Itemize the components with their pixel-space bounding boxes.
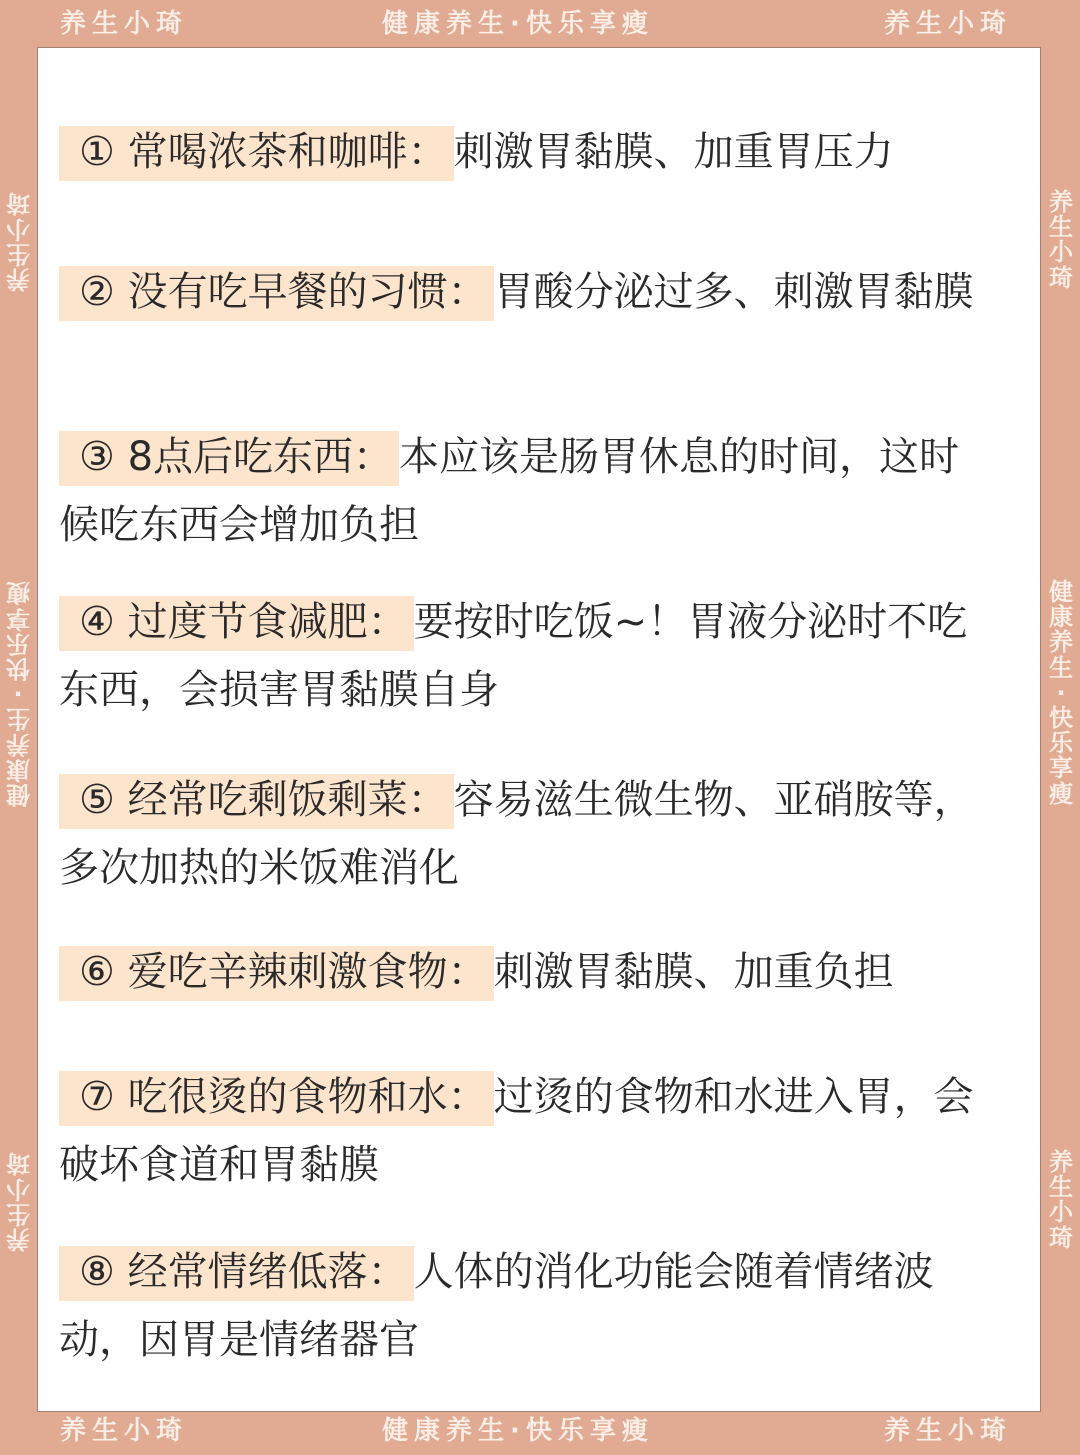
border-bottom-left-text: 养生小琦 (60, 1416, 189, 1446)
border-left-bottom-text: 养 生 小 琦 (6, 1149, 30, 1253)
border-left-top-text: 养 生 小 琦 (6, 189, 30, 293)
content-card (37, 47, 1041, 1412)
border-left-middle-text: 健 康 养 生 · 快 乐 享 瘦 (6, 579, 30, 809)
list-item (59, 588, 999, 724)
item-heading: ② 没有吃早餐的习惯： (59, 266, 494, 321)
border-bottom-right-text: 养生小琦 (884, 1416, 1013, 1446)
item-heading: ⑥ 爱吃辛辣刺激食物： (59, 946, 494, 1001)
item-text: 过烫的食物和水进入胃，会破坏食道和胃黏膜 (59, 1074, 974, 1188)
item-text: 本应该是肠胃休息的时间，这时候吃东西会增加负担 (59, 434, 960, 548)
border-bottom-center-text: 健康养生·快乐享瘦 (382, 1416, 654, 1446)
item-heading: ① 常喝浓茶和咖啡： (59, 126, 454, 181)
item-text: 人体的消化功能会随着情绪波动，因胃是情绪器官 (59, 1249, 934, 1363)
list-item (59, 766, 999, 902)
item-text: 胃酸分泌过多、刺激胃黏膜 (493, 269, 974, 315)
list-item (59, 423, 999, 559)
list-item (59, 1238, 999, 1374)
item-heading: ⑧ 经常情绪低落： (59, 1246, 414, 1301)
border-top-right-text: 养生小琦 (884, 9, 1013, 39)
border-right-middle-text: 健 康 养 生 · 快 乐 享 瘦 (1049, 578, 1073, 808)
item-heading: ④ 过度节食减肥： (59, 596, 414, 651)
item-text: 刺激胃黏膜、加重胃压力 (453, 129, 894, 175)
list-item (59, 258, 999, 326)
item-heading: ⑦ 吃很烫的食物和水： (59, 1071, 494, 1126)
list-item (59, 938, 999, 1006)
border-right-top-text: 养 生 小 琦 (1049, 188, 1073, 292)
border-top-left-text: 养生小琦 (60, 9, 189, 39)
item-text: 要按时吃饭~！胃液分泌时不吃东西，会损害胃黏膜自身 (59, 599, 968, 713)
border-right-bottom-text: 养 生 小 琦 (1049, 1148, 1073, 1252)
item-heading: ⑤ 经常吃剩饭剩菜： (59, 774, 454, 829)
item-text: 刺激胃黏膜、加重负担 (493, 949, 894, 995)
list-item (59, 118, 999, 186)
border-top-center-text: 健康养生·快乐享瘦 (382, 9, 654, 39)
item-heading: ③ 8点后吃东西： (59, 431, 399, 486)
item-text: 容易滋生微生物、亚硝胺等，多次加热的米饭难消化 (59, 777, 974, 891)
list-item (59, 1063, 999, 1199)
